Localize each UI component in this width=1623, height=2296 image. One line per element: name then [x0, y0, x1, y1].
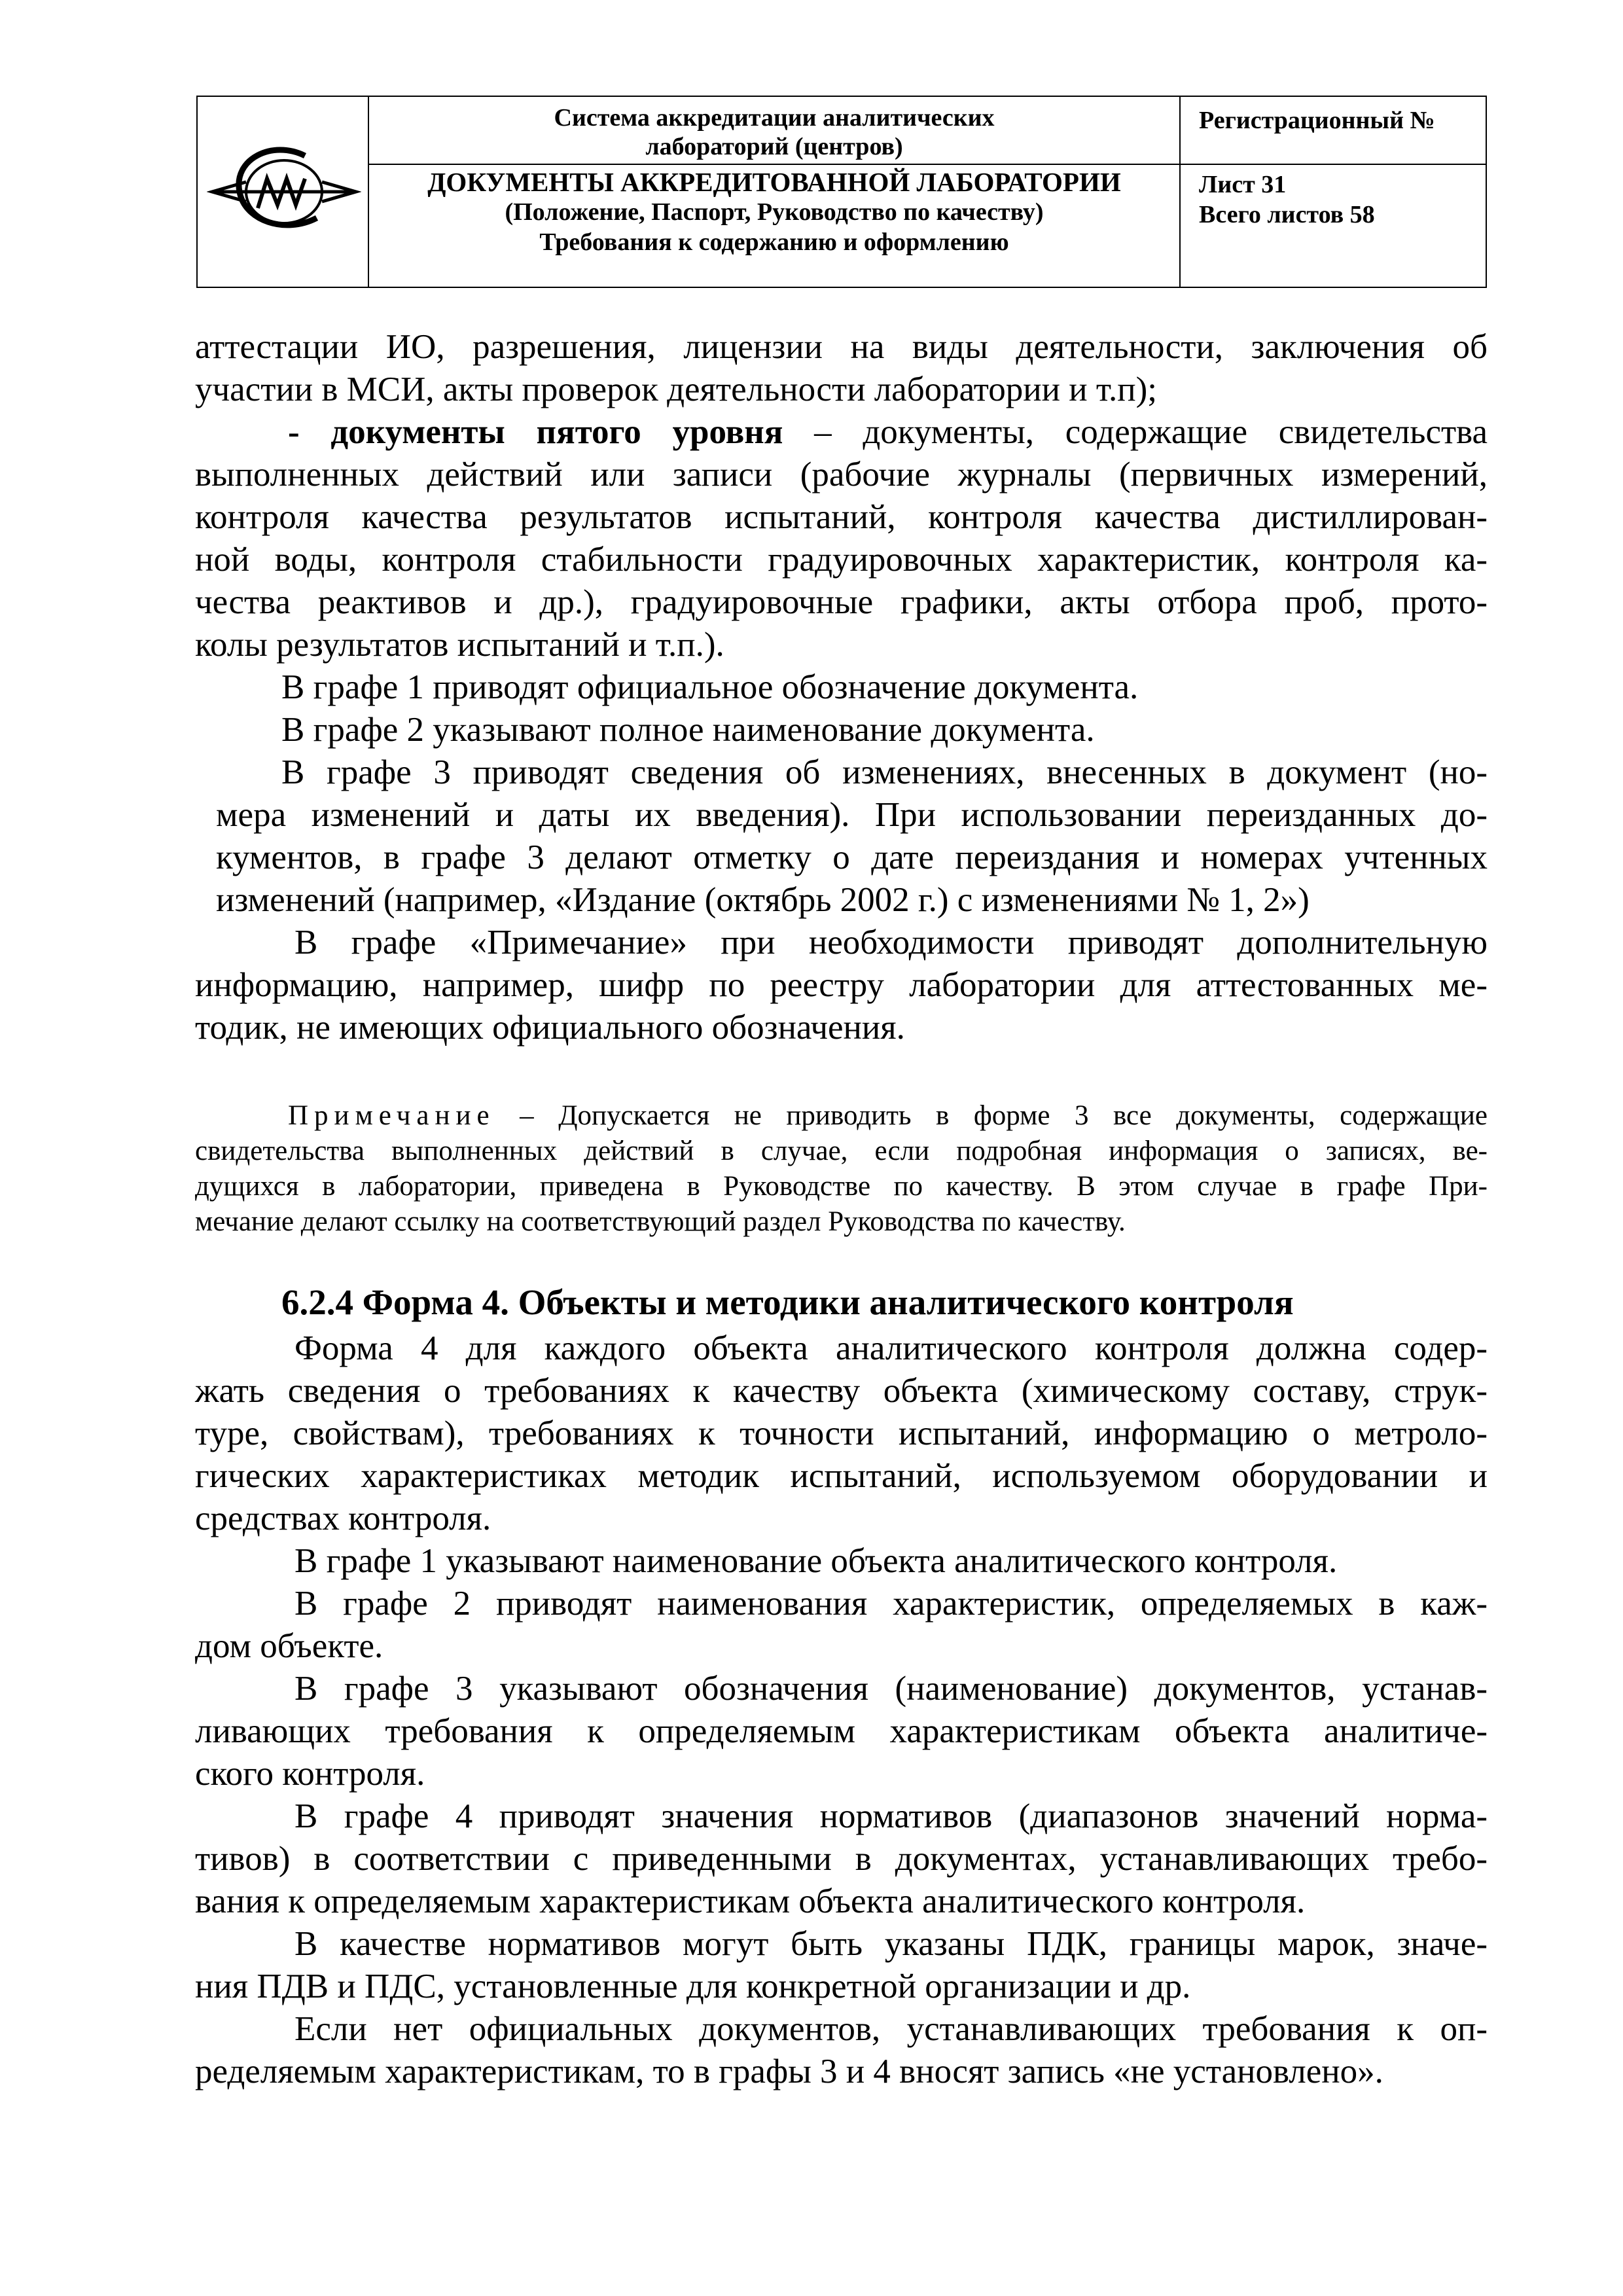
- body-line: В графе 2 указывают полное наименование документа.: [281, 711, 1095, 749]
- header-right-divider: [1181, 164, 1486, 165]
- org-name-line2: лабораторий (центров): [645, 133, 903, 160]
- body-line: информацию, например, шифр по реестру лаборатории для аттестованных ме-: [195, 966, 1488, 1004]
- sheet-number: Лист 31: [1199, 171, 1287, 198]
- section-line: тивов) в соответствии с приведенными в документах, устанавливающих требо-: [195, 1840, 1488, 1878]
- section-line: Форма 4 для каждого объекта аналитического контроля должна содер-: [294, 1329, 1488, 1367]
- document-title: ДОКУМЕНТЫ АККРЕДИТОВАННОЙ ЛАБОРАТОРИИ: [427, 167, 1121, 197]
- body-line: участии в МСИ, акты проверок деятельности лаборатории и т.п);: [195, 370, 1158, 408]
- body-line: колы результатов испытаний и т.п.).: [195, 626, 724, 664]
- note-line: мечание делают ссылку на соответствующий раздел Руководства по качеству.: [195, 1206, 1126, 1237]
- section-line: В графе 3 указывают обозначения (наименование) документов, устанав-: [294, 1670, 1488, 1708]
- section-line: туре, свойствам), требованиях к точности испытаний, информацию о метроло-: [195, 1414, 1488, 1452]
- body-line: В графе «Примечание» при необходимости приводят дополнительную: [294, 924, 1488, 961]
- header-registration-cell: [1181, 97, 1486, 287]
- section-line: В качестве нормативов могут быть указаны ПДК, границы марок, значе-: [294, 1925, 1488, 1963]
- body-line: выполненных действий или записи (рабочие журналы (первичных измерений,: [195, 456, 1488, 493]
- logo-cell: [198, 97, 369, 287]
- organization-logo: [207, 143, 361, 241]
- registration-number-label: Регистрационный №: [1199, 107, 1435, 134]
- section-line: ния ПДВ и ПДС, установленные для конкретной организации и др.: [195, 1967, 1191, 2005]
- body-line: тодик, не имеющих официального обозначения.: [195, 1009, 905, 1047]
- section-line: средствах контроля.: [195, 1499, 491, 1537]
- note-text: – Допускается не приводить в форме 3 все документы, содержащие: [495, 1100, 1488, 1131]
- body-line: контроля качества результатов испытаний, контроля качества дистиллирован-: [195, 498, 1488, 536]
- body-text: – документы, содержащие свидетельства: [783, 413, 1488, 451]
- note-line: свидетельства выполненных действий в случае, если подробная информация о записях, ве-: [195, 1136, 1488, 1166]
- section-heading: 6.2.4 Форма 4. Объекты и методики аналитического контроля: [281, 1282, 1294, 1322]
- note-line: дущихся в лаборатории, приведена в Руководстве по качеству. В этом случае в графе При-: [195, 1171, 1488, 1202]
- body-line: В графе 1 приводят официальное обозначение документа.: [281, 668, 1139, 706]
- body-line: ной воды, контроля стабильности градуировочных характеристик, контроля ка-: [195, 541, 1488, 579]
- section-line: жать сведения о требованиях к качеству объекта (химическому составу, струк-: [195, 1372, 1488, 1410]
- fifth-level-term: - документы пятого уровня: [288, 413, 783, 451]
- header-divider: [369, 164, 1179, 165]
- body-line-fifth-level: [288, 412, 1488, 452]
- document-requirements: Требования к содержанию и оформлению: [539, 228, 1009, 256]
- body-line: В графе 3 приводят сведения об изменениях, внесенных в документ (но-: [281, 753, 1488, 791]
- section-line: ского контроля.: [195, 1755, 425, 1793]
- body-line: аттестации ИО, разрешения, лицензии на виды деятельности, заключения об: [195, 328, 1488, 366]
- section-line: Если нет официальных документов, устанавливающих требования к оп-: [294, 2010, 1488, 2048]
- note-label: Примечание: [288, 1100, 495, 1131]
- total-sheets: Всего листов 58: [1199, 201, 1375, 228]
- body-line: изменений (например, «Издание (октябрь 2002 г.) с изменениями № 1, 2»): [216, 881, 1310, 919]
- body-line: чества реактивов и др.), градуировочные графики, акты отбора проб, прото-: [195, 583, 1488, 621]
- document-subtitle: (Положение, Паспорт, Руководство по качеству): [505, 198, 1044, 226]
- section-line: дом объекте.: [195, 1627, 383, 1665]
- header-title-cell: [369, 97, 1181, 287]
- section-line: В графе 4 приводят значения нормативов (диапазонов значений норма-: [294, 1797, 1488, 1835]
- body-line: кументов, в графе 3 делают отметку о дате переиздания и номерах учтенных: [216, 838, 1488, 876]
- section-line: В графе 1 указывают наименование объекта аналитического контроля.: [294, 1542, 1338, 1580]
- org-name-line1: Система аккредитации аналитических: [554, 104, 995, 132]
- section-line: В графе 2 приводят наименования характеристик, определяемых в каж-: [294, 1585, 1488, 1623]
- document-header: [196, 96, 1487, 288]
- section-line: вания к определяемым характеристикам объекта аналитического контроля.: [195, 1882, 1306, 1920]
- section-line: ливающих требования к определяемым характеристикам объекта аналитиче-: [195, 1712, 1488, 1750]
- note-line: [288, 1100, 1488, 1132]
- body-line: мера изменений и даты их введения). При использовании переизданных до-: [216, 796, 1488, 834]
- section-line: гических характеристиках методик испытаний, используемом оборудовании и: [195, 1457, 1488, 1495]
- section-line: ределяемым характеристикам, то в графы 3 и 4 вносят запись «не установлено».: [195, 2053, 1383, 2090]
